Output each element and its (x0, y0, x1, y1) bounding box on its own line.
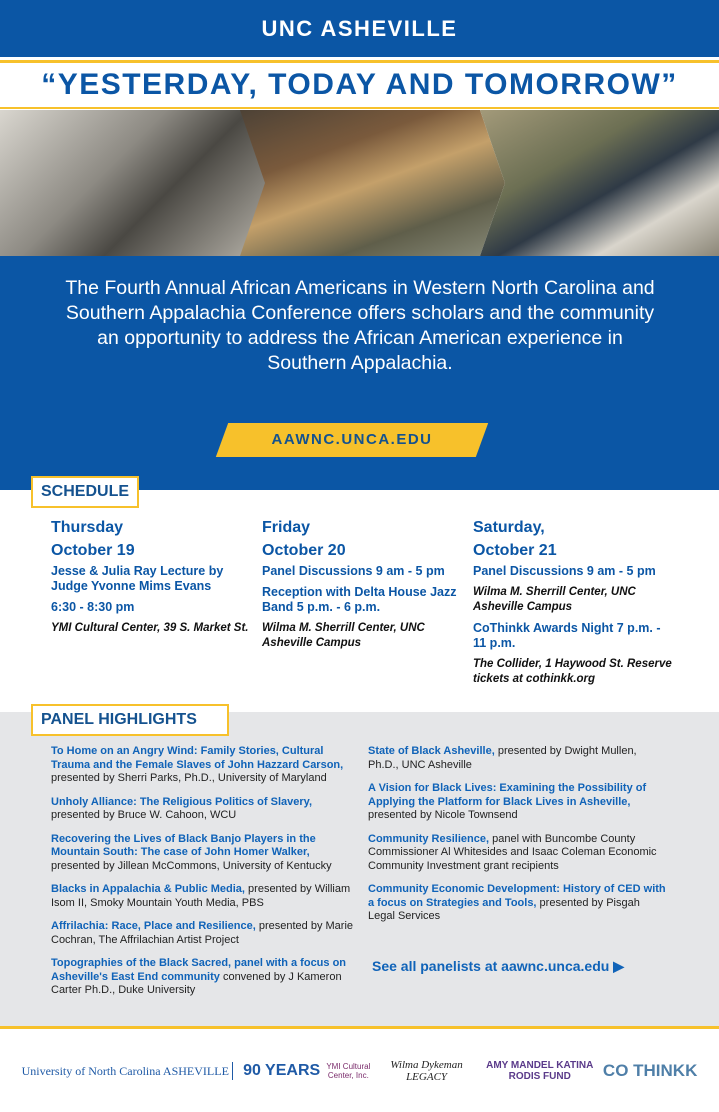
panel-item (51, 957, 356, 998)
panel-presenter: panel with Buncombe County Commissioner Al Whitesides and Isaac Coleman Economic Community Investment grant recipients (368, 832, 657, 872)
panel-item (51, 745, 356, 786)
panel-presenter: presented by Dwight Mullen, Ph.D., UNC Asheville (368, 745, 637, 771)
cothinkk-logo: CO THINKK (602, 1061, 698, 1080)
panel-title: Community Resilience, (368, 832, 490, 845)
photo-strip (0, 110, 719, 256)
panel-title: To Home on an Angry Wind: Family Stories, Cultural Trauma and the Female Slaves of John Hazzard Carson, (51, 745, 344, 771)
sponsor-logos (0, 1030, 719, 1112)
panel-presenter: presented by Nicole Townsend (368, 809, 518, 821)
event-title: Reception with Delta House Jazz Band 5 p.m. - 6 p.m. (262, 585, 457, 614)
event-title: 6:30 - 8:30 pm (51, 600, 135, 614)
event-location: The Collider, 1 Haywood St. Reserve tickets at cothinkk.org (473, 658, 672, 685)
day-date: October 21 (473, 542, 557, 559)
panel-item (51, 796, 356, 823)
dykeman-logo: Wilma Dykeman LEGACY (390, 1059, 463, 1083)
website-link[interactable]: AAWNC.UNCA.EDU (271, 431, 433, 448)
panel-title: State of Black Asheville, (368, 745, 495, 757)
group-photo (240, 110, 505, 256)
unca-logo: University of North Carolina ASHEVILLE (21, 1063, 229, 1078)
panel-presenter: presented by Sherri Parks, Ph.D., University of Maryland (51, 772, 327, 784)
event-title: CoThinkk Awards Night 7 p.m. - 11 p.m. (473, 621, 661, 650)
panel-title: Blacks in Appalachia & Public Media, (51, 883, 245, 895)
community-photo (480, 110, 719, 256)
see-all-panelists-link[interactable]: See all panelists at aawnc.unca.edu ▶ (372, 958, 624, 974)
event-location: YMI Cultural Center, 39 S. Market St. (51, 622, 249, 634)
panel-presenter: presented by Marie Cochran, The Affrilachian Artist Project (51, 920, 354, 946)
event-title: “YESTERDAY, TODAY AND TOMORROW” (41, 68, 678, 101)
panel-title: Community Economic Development: History of CED with a focus on Strategies and Tools, (368, 883, 666, 909)
panel-item (51, 833, 356, 874)
event-title: Panel Discussions 9 am - 5 pm (473, 564, 656, 578)
panel-presenter: presented by William Isom II, Smoky Mountain Youth Media, PBS (51, 883, 351, 909)
day-date: October 19 (51, 542, 135, 559)
schedule-day (262, 518, 462, 657)
schedule-day (473, 518, 673, 693)
intro-text: The Fourth Annual African Americans in Western North Carolina and Southern Appalachia Conference offers scholars and the community an opportunity to address the African American experience in Southern Appalachia. (65, 277, 655, 374)
mandel-rodis-logo: AMY MANDEL KATINA RODIS FUND (486, 1060, 594, 1082)
panel-presenter: presented by Pisgah Legal Services (368, 896, 640, 922)
day-name: Thursday (51, 519, 124, 536)
schedule-day (51, 518, 251, 642)
historic-photo (0, 110, 270, 256)
day-name: Saturday, (473, 519, 545, 536)
event-location: Wilma M. Sherrill Center, UNC Asheville Campus (262, 622, 425, 649)
panel-title: Topographies of the Black Sacred, panel with a focus on Asheville's East End community (51, 957, 347, 983)
panel-item (368, 782, 668, 823)
panel-heading: PANEL HIGHLIGHTS (31, 704, 229, 736)
90-years-logo: 90 YEARS (232, 1062, 320, 1080)
panel-title: Recovering the Lives of Black Banjo Players in the Mountain South: The case of John Homer Walker, (51, 832, 316, 858)
panel-title: Unholy Alliance: The Religious Politics of Slavery, (51, 795, 313, 808)
panel-item (51, 883, 356, 910)
day-date: October 20 (262, 542, 346, 559)
divider (0, 107, 719, 109)
org-banner: UNC ASHEVILLE (0, 0, 719, 57)
divider (0, 1026, 719, 1029)
panel-title: A Vision for Black Lives: Examining the Possibility of Applying the Platform for Black Lives in Asheville, (368, 782, 647, 808)
event-location: Wilma M. Sherrill Center, UNC Asheville Campus (473, 586, 636, 613)
panel-presenter: presented by Jillean McCommons, University of Kentucky (51, 859, 332, 872)
panel-item (368, 883, 668, 924)
panel-presenter: presented by Bruce W. Cahoon, WCU (51, 809, 237, 821)
panel-title: Affrilachia: Race, Place and Resilience, (51, 920, 256, 932)
panel-item (368, 745, 668, 772)
event-title: Panel Discussions 9 am - 5 pm (262, 564, 445, 578)
panel-item (368, 833, 668, 874)
ymi-logo: YMI Cultural Center, Inc. (326, 1062, 371, 1080)
event-title: Jesse & Julia Ray Lecture by Judge Yvonne Mims Evans (51, 564, 224, 593)
day-name: Friday (262, 519, 311, 536)
schedule-heading: SCHEDULE (31, 476, 139, 508)
panel-presenter: convened by J Kameron Carter Ph.D., Duke University (51, 970, 342, 996)
panel-item (51, 920, 356, 947)
